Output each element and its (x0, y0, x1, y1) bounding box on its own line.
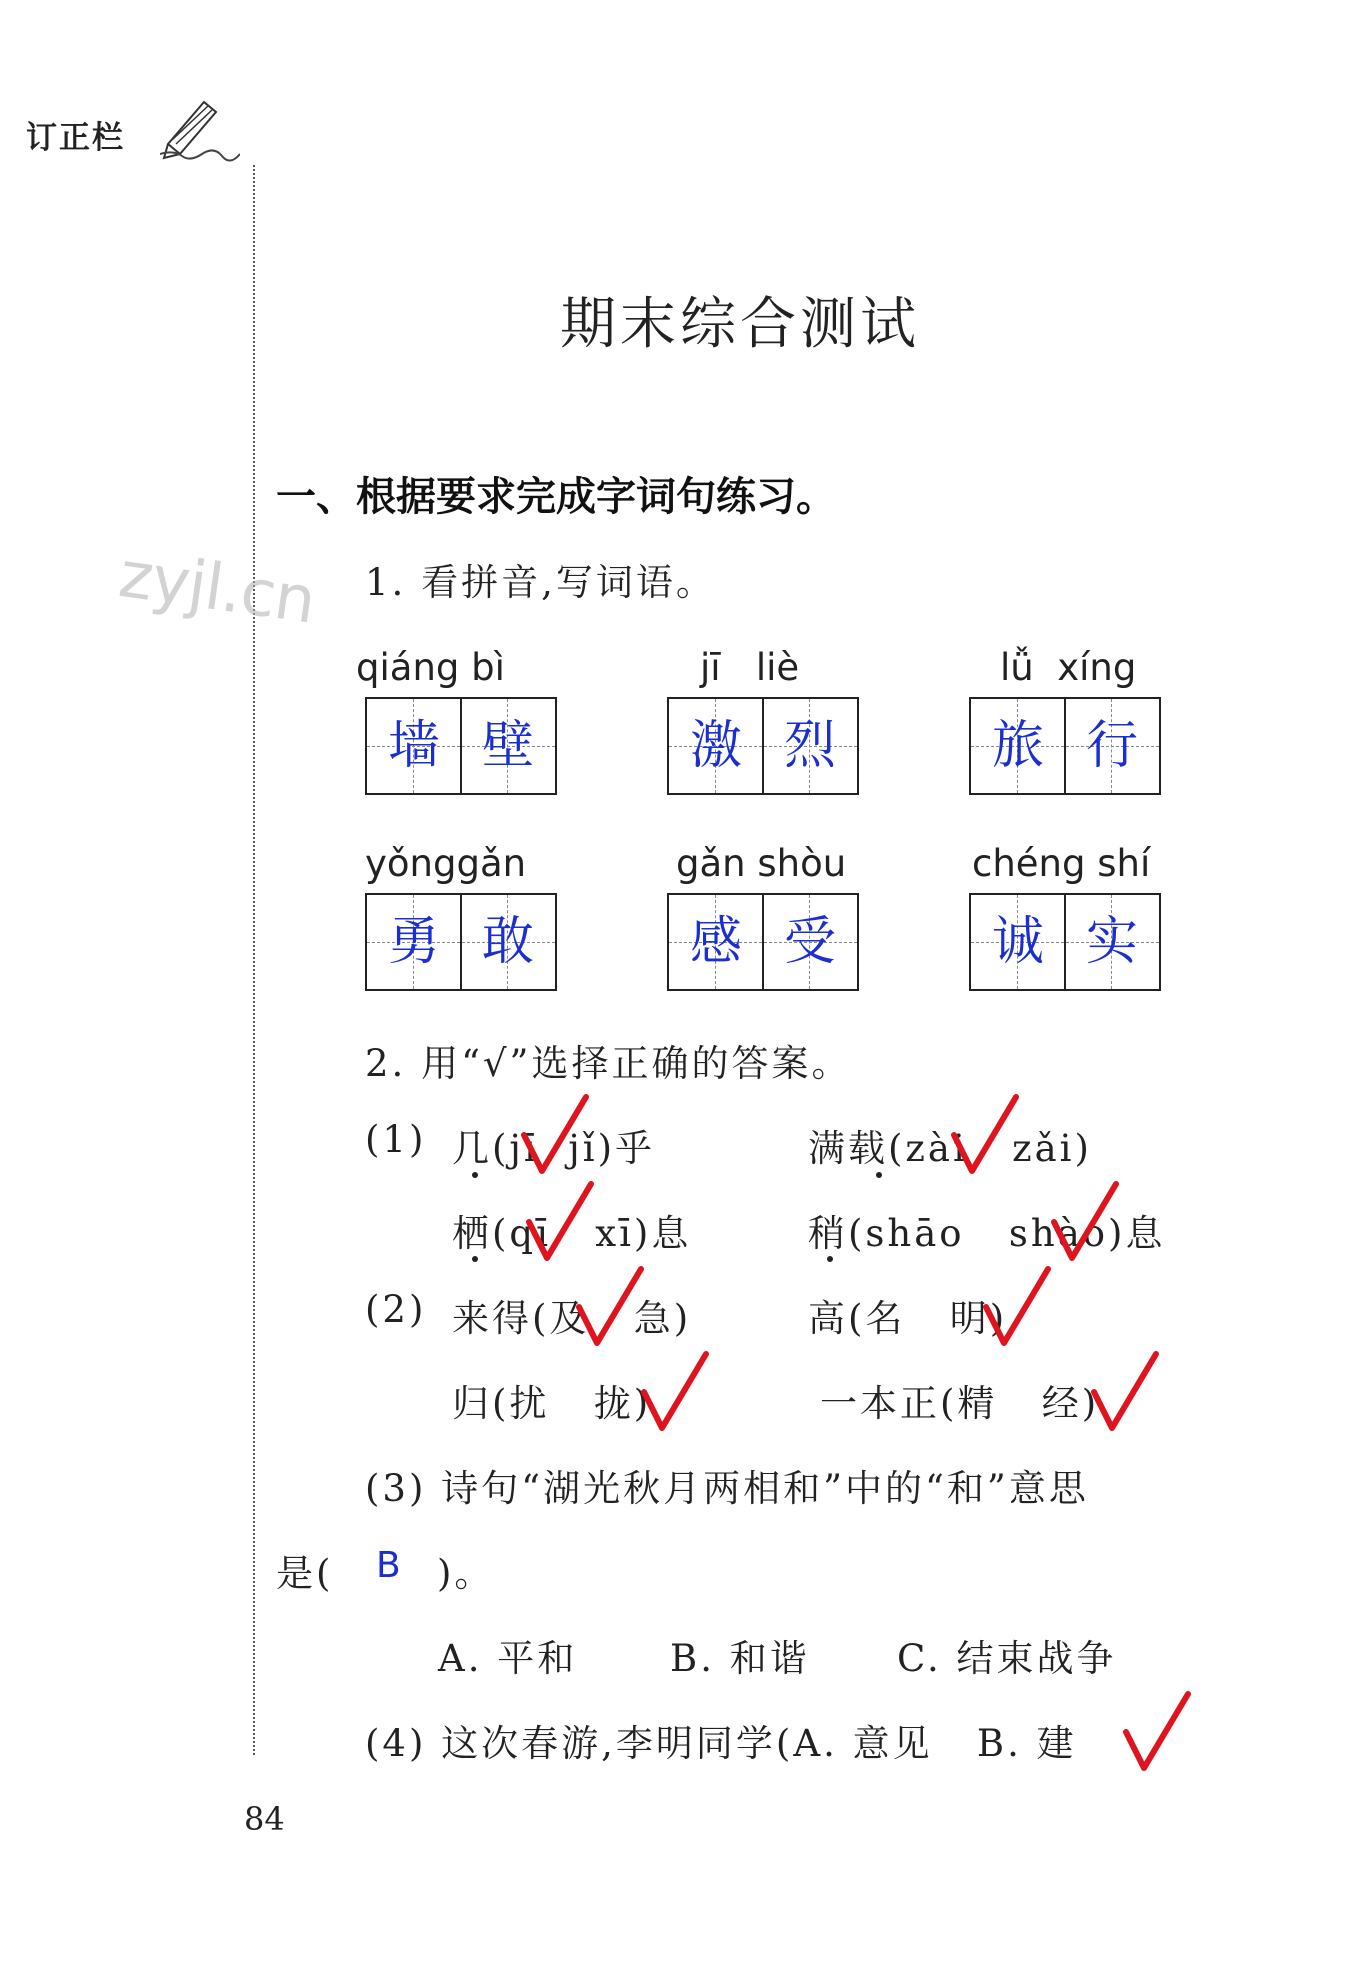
section-heading: 一、根据要求完成字词句练习。 (276, 474, 836, 520)
check-mark-icon (640, 1350, 710, 1432)
page-number: 84 (244, 1800, 285, 1838)
writing-grid (969, 893, 1161, 991)
answer-char: 壁 (481, 716, 534, 776)
question-4-line: (4) 这次春游,李明同学(A. 意见 B. 建 (365, 1722, 1077, 1765)
pinyin-label: gǎn shòu (676, 842, 847, 885)
question-1-prompt: 1. 看拼音,写词语。 (365, 561, 716, 604)
watermark: zyjl.cn (114, 538, 320, 639)
answer-char: 激 (689, 716, 742, 776)
option-a: A. 平和 (438, 1637, 578, 1680)
pencil-icon (160, 92, 240, 162)
writing-grid (667, 893, 859, 991)
emphasis-dot (827, 1256, 833, 1262)
answer-char: 实 (1085, 912, 1138, 972)
emphasis-dot (472, 1172, 478, 1178)
emphasis-dot (472, 1256, 478, 1262)
pinyin-label: qiáng bì (356, 646, 505, 689)
answer-char: 诚 (991, 912, 1044, 972)
answer-char: 勇 (387, 912, 440, 972)
writing-grid (969, 697, 1161, 795)
page-title: 期末综合测试 (560, 292, 920, 357)
check-mark-icon (982, 1265, 1052, 1347)
sidebar-divider (253, 165, 255, 1755)
option-c: C. 结束战争 (897, 1637, 1117, 1680)
sub-question-number: (1) (365, 1118, 427, 1161)
check-mark-icon (575, 1265, 645, 1347)
check-mark-icon (520, 1093, 590, 1175)
question-3-line: )。 (437, 1552, 495, 1595)
emphasis-dot (876, 1172, 882, 1178)
option-b: B. 和谐 (670, 1637, 810, 1680)
check-mark-icon (1090, 1350, 1160, 1432)
answer-char: 受 (783, 912, 836, 972)
writing-grid (365, 893, 557, 991)
sub-question-number: (2) (365, 1288, 427, 1331)
answer-char: 旅 (991, 716, 1044, 776)
choice-item: 高(名 明) (808, 1297, 1008, 1340)
pinyin-label: lǚ xíng (1000, 646, 1137, 689)
question-3-line: (3) 诗句“湖光秋月两相和”中的“和”意思 (365, 1467, 1089, 1510)
check-mark-icon (1050, 1180, 1120, 1262)
answer-char: 敢 (481, 912, 534, 972)
question-3-line: 是( (276, 1552, 334, 1595)
choice-item: 归(扰 拢) (452, 1382, 652, 1425)
choice-item: 满载(zài zǎi) (808, 1127, 1092, 1170)
choice-item: 来得(及 急) (452, 1297, 692, 1340)
written-answer: B (376, 1545, 401, 1586)
choice-item: 几(jī jǐ)乎 (452, 1127, 656, 1170)
answer-char: 感 (689, 912, 742, 972)
pinyin-label: yǒnggǎn (365, 842, 527, 885)
correction-column-label: 订正栏 (26, 120, 125, 156)
writing-grid (667, 697, 859, 795)
pinyin-label: jī liè (700, 646, 800, 689)
choice-item: 栖(qī xī)息 (452, 1212, 692, 1255)
question-2-prompt: 2. 用“√”选择正确的答案。 (365, 1042, 852, 1085)
check-mark-icon (950, 1093, 1020, 1175)
answer-char: 行 (1085, 716, 1138, 776)
answer-char: 烈 (783, 716, 836, 776)
check-mark-icon (525, 1180, 595, 1262)
pinyin-label: chéng shí (972, 842, 1151, 885)
check-mark-icon (1122, 1690, 1192, 1772)
writing-grid (365, 697, 557, 795)
answer-char: 墙 (387, 716, 440, 776)
choice-item: 一本正(精 经) (820, 1382, 1100, 1425)
choice-item: 稍(shāo shào)息 (808, 1212, 1166, 1255)
